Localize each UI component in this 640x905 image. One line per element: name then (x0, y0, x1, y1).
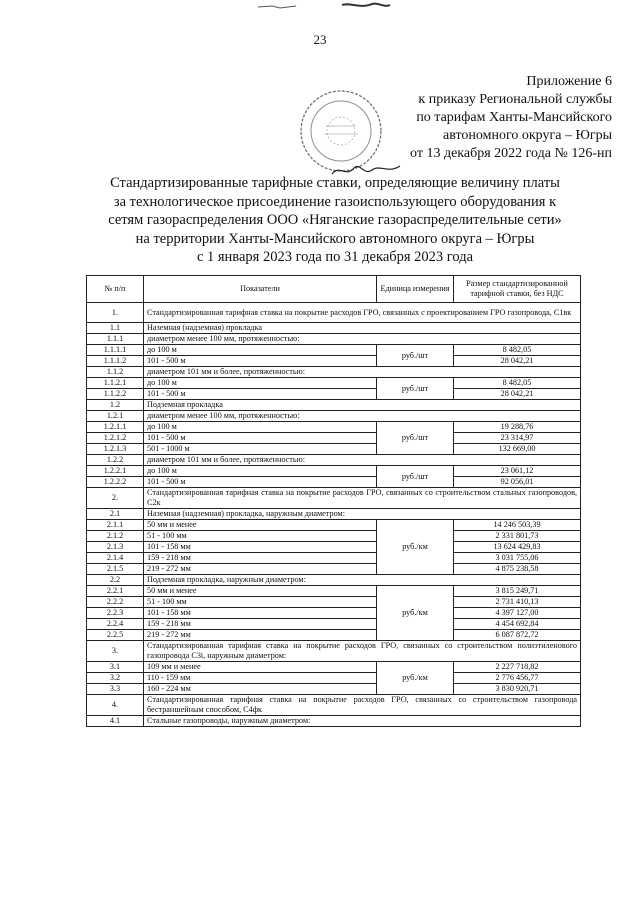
appendix-line: Приложение 6 (526, 74, 612, 89)
row-value: 4 397 127,00 (454, 608, 581, 619)
header-indicator: Показатели (144, 276, 377, 303)
row-text: до 100 м (144, 466, 377, 477)
row-text: 159 - 218 мм (144, 553, 377, 564)
row-num: 2.2.2 (87, 597, 144, 608)
row-value: 28 042,21 (454, 389, 581, 400)
table-row (87, 684, 581, 695)
table-row (87, 597, 581, 608)
table-row (87, 345, 581, 356)
row-value: 2 776 456,77 (454, 673, 581, 684)
row-value: 2 227 718,82 (454, 662, 581, 673)
row-value: 3 830 920,71 (454, 684, 581, 695)
row-text: 159 - 218 мм (144, 619, 377, 630)
table-row (87, 520, 581, 531)
row-value: 3 031 755,06 (454, 553, 581, 564)
row-value: 14 246 503,39 (454, 520, 581, 531)
page-number: 23 (313, 32, 327, 47)
table-row (87, 673, 581, 684)
row-text: 110 - 159 мм (144, 673, 377, 684)
row-unit: руб./км (377, 520, 454, 575)
row-text: Стандартизированная тарифная ставка на покрытие расходов ГРО, связанных со строительством стальных газопроводов, С2к (144, 488, 581, 509)
row-num: 1.1.2.2 (87, 389, 144, 400)
row-value: 8 482,05 (454, 378, 581, 389)
table-row (87, 716, 581, 727)
row-text: Стальные газопроводы, наружным диаметром: (144, 716, 581, 727)
row-num: 2.2.4 (87, 619, 144, 630)
row-text: 160 - 224 мм (144, 684, 377, 695)
row-value: 4 875 238,58 (454, 564, 581, 575)
table-row (87, 334, 581, 345)
row-num: 1.2 (87, 400, 144, 411)
row-unit: руб./км (377, 586, 454, 641)
row-num: 2.2.1 (87, 586, 144, 597)
row-num: 1.2.1.3 (87, 444, 144, 455)
table-row (87, 422, 581, 433)
table-row (87, 367, 581, 378)
row-text: до 100 м (144, 422, 377, 433)
table-row (87, 378, 581, 389)
row-num: 2.2 (87, 575, 144, 586)
row-num: 3. (87, 641, 144, 662)
row-num: 4. (87, 695, 144, 716)
row-num: 2. (87, 488, 144, 509)
row-num: 4.1 (87, 716, 144, 727)
scan-marks (0, 0, 640, 16)
row-num: 1.2.1.1 (87, 422, 144, 433)
row-text: 51 - 100 мм (144, 531, 377, 542)
table-row (87, 466, 581, 477)
row-value: 8 482,05 (454, 345, 581, 356)
row-unit: руб./км (377, 662, 454, 695)
header-num: № п/п (87, 276, 144, 303)
row-text: 51 - 100 мм (144, 597, 377, 608)
row-text: 101 - 500 м (144, 477, 377, 488)
table-row (87, 619, 581, 630)
row-value: 4 454 692,84 (454, 619, 581, 630)
table-row (87, 356, 581, 367)
row-value: 19 288,76 (454, 422, 581, 433)
row-num: 3.2 (87, 673, 144, 684)
table-row (87, 488, 581, 509)
row-num: 2.1.5 (87, 564, 144, 575)
header-unit: Единица измерения (377, 276, 454, 303)
row-value: 3 815 249,71 (454, 586, 581, 597)
row-text: 101 - 500 м (144, 433, 377, 444)
row-num: 1. (87, 303, 144, 323)
row-num: 1.2.1 (87, 411, 144, 422)
table-row (87, 433, 581, 444)
row-value: 2 331 801,73 (454, 531, 581, 542)
row-num: 2.2.3 (87, 608, 144, 619)
row-num: 1.2.2.1 (87, 466, 144, 477)
row-text: диаметром 101 мм и более, протяженностью: (144, 367, 581, 378)
row-value: 23 061,12 (454, 466, 581, 477)
table-row (87, 444, 581, 455)
row-num: 1.2.2 (87, 455, 144, 466)
row-value: 23 314,97 (454, 433, 581, 444)
row-text: Наземная (надземная) прокладка (144, 323, 581, 334)
document-title (40, 174, 630, 267)
table-row (87, 389, 581, 400)
table-row (87, 695, 581, 716)
row-unit: руб./шт (377, 422, 454, 455)
row-num: 1.1.2 (87, 367, 144, 378)
table-row (87, 564, 581, 575)
header-value: Размер стандартизированной тарифной ставки, без НДС (454, 276, 581, 303)
appendix-line: от 13 декабря 2022 года № 126-нп (410, 146, 612, 161)
row-value: 6 087 872,72 (454, 630, 581, 641)
row-text: 101 - 500 м (144, 389, 377, 400)
row-value: 92 056,01 (454, 477, 581, 488)
table-row (87, 509, 581, 520)
row-text: 109 мм и менее (144, 662, 377, 673)
table-row (87, 411, 581, 422)
table-header-row (87, 276, 581, 303)
row-num: 2.1.1 (87, 520, 144, 531)
table-row (87, 400, 581, 411)
title-line: с 1 января 2023 года по 31 декабря 2023 года (196, 249, 474, 265)
row-text: до 100 м (144, 345, 377, 356)
row-text: диаметром менее 100 мм, протяженностью: (144, 334, 581, 345)
row-text: диаметром 101 мм и более, протяженностью: (144, 455, 581, 466)
row-text: Подземная прокладка (144, 400, 581, 411)
row-num: 2.1 (87, 509, 144, 520)
row-num: 1.1.1 (87, 334, 144, 345)
row-text: Наземная (надземная) прокладка, наружным диаметром: (144, 509, 581, 520)
table-row (87, 662, 581, 673)
row-text: 101 - 500 м (144, 356, 377, 367)
row-text: Стандартизированная тарифная ставка на покрытие расходов ГРО, связанных со строительством газопровода бестраншейным способом, С4фк (144, 695, 581, 716)
tariff-table (86, 275, 581, 727)
table-row (87, 323, 581, 334)
row-num: 2.1.4 (87, 553, 144, 564)
row-value: 28 042,21 (454, 356, 581, 367)
table-row (87, 608, 581, 619)
table-row (87, 641, 581, 662)
row-value: 2 731 410,13 (454, 597, 581, 608)
row-value: 13 624 429,83 (454, 542, 581, 553)
row-text: 101 - 158 мм (144, 608, 377, 619)
row-text: Стандартизированная тарифная ставка на покрытие расходов ГРО, связанных со строительством полиэтиленового газопровода С3i, наружным диаметром: (144, 641, 581, 662)
row-num: 1.1.1.2 (87, 356, 144, 367)
table-row (87, 542, 581, 553)
row-text: Подземная прокладка, наружным диаметром: (144, 575, 581, 586)
row-num: 1.1.2.1 (87, 378, 144, 389)
table-row (87, 575, 581, 586)
row-unit: руб./шт (377, 378, 454, 400)
row-num: 3.1 (87, 662, 144, 673)
row-text: до 100 м (144, 378, 377, 389)
table-row (87, 586, 581, 597)
row-num: 1.1 (87, 323, 144, 334)
row-value: 132 669,00 (454, 444, 581, 455)
appendix-header (410, 73, 612, 163)
row-text: Стандартизированная тарифная ставка на покрытие расходов ГРО, связанных с проектированием ГРО газопровода, С1вк (144, 303, 581, 323)
row-text: диаметром менее 100 мм, протяженностью: (144, 411, 581, 422)
row-text: 501 - 1000 м (144, 444, 377, 455)
table-row (87, 455, 581, 466)
appendix-line: автономного округа – Югры (443, 128, 612, 143)
row-unit: руб./шт (377, 466, 454, 488)
row-num: 3.3 (87, 684, 144, 695)
appendix-line: по тарифам Ханты-Мансийского (416, 110, 612, 125)
table-row (87, 303, 581, 323)
row-num: 2.1.2 (87, 531, 144, 542)
row-text: 219 - 272 мм (144, 564, 377, 575)
table-row (87, 553, 581, 564)
row-unit: руб./шт (377, 345, 454, 367)
row-text: 219 - 272 мм (144, 630, 377, 641)
row-num: 1.2.1.2 (87, 433, 144, 444)
row-num: 2.2.5 (87, 630, 144, 641)
table-row (87, 531, 581, 542)
row-num: 1.2.2.2 (87, 477, 144, 488)
title-line: на территории Ханты-Мансийского автономного округа – Югры (135, 230, 535, 247)
appendix-line: к приказу Региональной службы (418, 92, 612, 107)
row-num: 2.1.3 (87, 542, 144, 553)
table-row (87, 477, 581, 488)
row-text: 50 мм и менее (144, 586, 377, 597)
row-text: 50 мм и менее (144, 520, 377, 531)
title-line: Стандартизированные тарифные ставки, определяющие величину платы (110, 175, 560, 191)
title-line: сетям газораспределения ООО «Няганские газораспределительные сети» (108, 212, 562, 228)
table-row (87, 630, 581, 641)
row-num: 1.1.1.1 (87, 345, 144, 356)
title-line: за технологическое присоединение газоиспользующего оборудования к (113, 193, 557, 210)
row-text: 101 - 158 мм (144, 542, 377, 553)
